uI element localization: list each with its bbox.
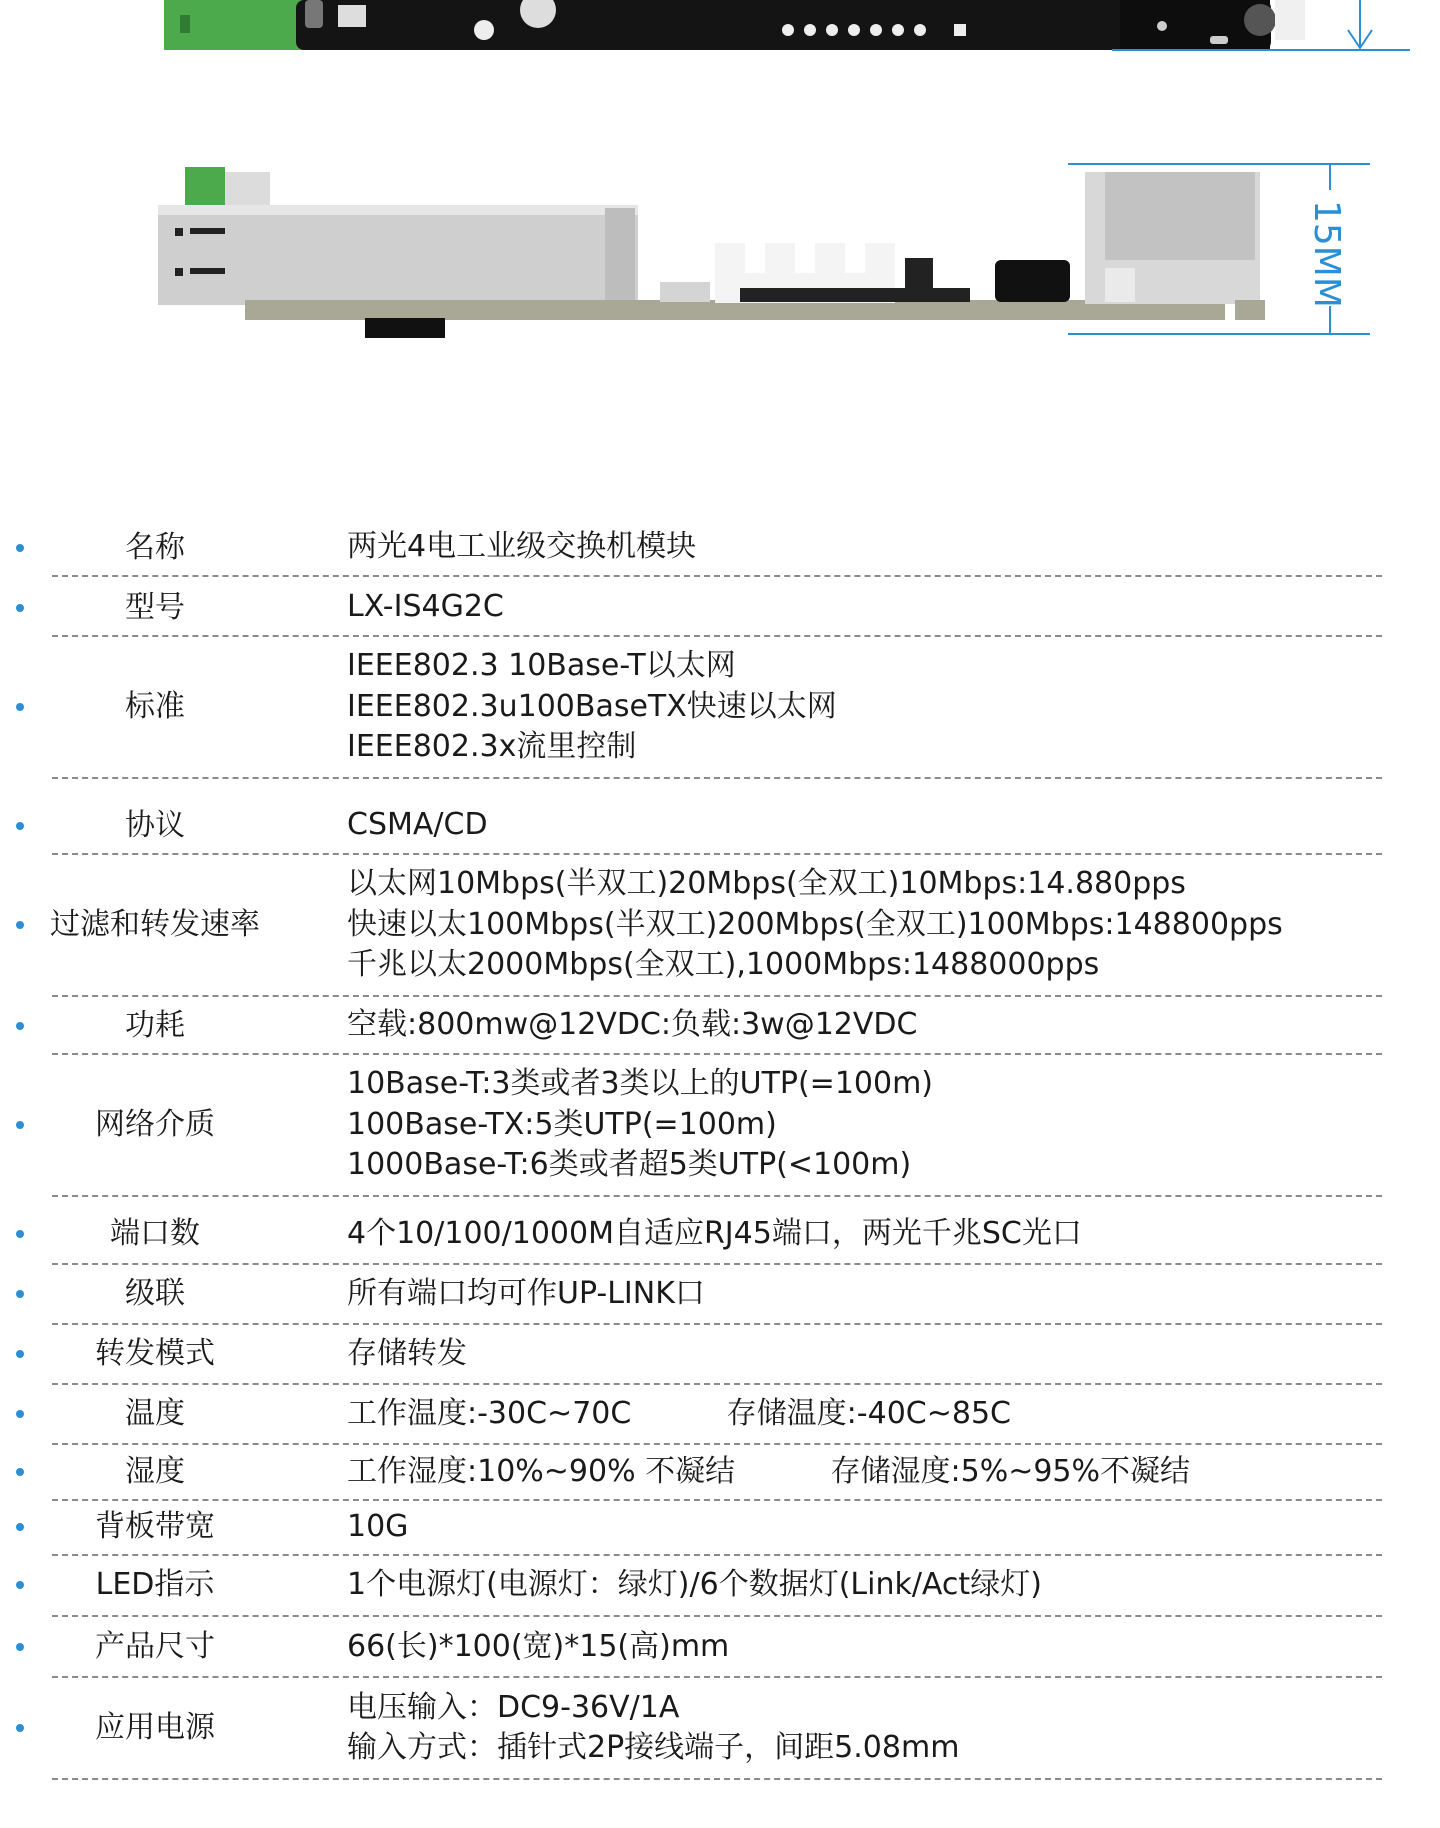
spec-value-line: 以太网10Mbps(半双工)20Mbps(全双工)10Mbps:14.880pps — [347, 866, 1186, 902]
bullet-icon — [16, 1581, 24, 1589]
spec-row — [0, 1618, 1440, 1676]
bullet-icon — [16, 1022, 24, 1030]
spec-row — [0, 855, 1440, 995]
spec-value-line: 工作温度:-30C~70C 存储温度:-40C~85C — [347, 1395, 1011, 1431]
spec-value-line: 千兆以太2000Mbps(全双工),1000Mbps:1488000pps — [347, 947, 1100, 983]
spec-row — [0, 1500, 1440, 1554]
board-illustration — [0, 0, 1440, 470]
row-divider — [52, 1615, 1382, 1617]
spec-value — [347, 1334, 1407, 1375]
spec-value-line: 空载:800mw@12VDC:负载:3w@12VDC — [347, 1007, 918, 1043]
spec-row — [0, 1055, 1440, 1195]
spec-label: 端口数 — [110, 1216, 200, 1251]
row-divider — [52, 995, 1382, 997]
spec-value-line: 存储转发 — [347, 1335, 467, 1371]
spec-row — [0, 580, 1440, 635]
spec-value-line: 电压输入：DC9-36V/1A — [347, 1689, 680, 1725]
spec-label: 功耗 — [125, 1007, 185, 1043]
spec-label: 型号 — [125, 589, 185, 625]
spec-label: LED指示 — [95, 1567, 215, 1602]
spec-label: 标准 — [125, 689, 185, 724]
row-divider — [52, 1195, 1382, 1197]
spec-label: 转发模式 — [95, 1336, 215, 1371]
spec-value — [347, 805, 1407, 846]
spec-value — [347, 1274, 1407, 1315]
spec-value-line: 1个电源灯(电源灯：绿灯)/6个数据灯(Link/Act绿灯) — [347, 1566, 1042, 1602]
side-view-board — [158, 164, 1370, 338]
spec-value-line: CSMA/CD — [347, 807, 488, 843]
spec-label: 级联 — [125, 1276, 185, 1311]
spec-row — [0, 637, 1440, 777]
spec-label: 温度 — [125, 1396, 185, 1431]
spec-value — [347, 1565, 1407, 1606]
top-view-board — [164, 0, 1410, 50]
bullet-icon — [16, 703, 24, 711]
spec-label: 协议 — [125, 807, 185, 843]
spec-value-line: IEEE802.3x流里控制 — [347, 729, 637, 765]
spec-label: 过滤和转发速率 — [50, 907, 260, 942]
spec-value-line: 4个10/100/1000M自适应RJ45端口，两光千兆SC光口 — [347, 1215, 1082, 1251]
spec-value-line: 10Base-T:3类或者3类以上的UTP(=100m) — [347, 1066, 934, 1102]
bullet-icon — [16, 921, 24, 929]
spec-value-line: IEEE802.3u100BaseTX快速以太网 — [347, 688, 837, 724]
spec-value — [347, 646, 1407, 768]
row-divider — [52, 1778, 1382, 1780]
spec-value-line: 66(长)*100(宽)*15(高)mm — [347, 1628, 730, 1664]
spec-row — [0, 798, 1440, 853]
spec-label: 网络介质 — [95, 1107, 215, 1142]
spec-value-line: 100Base-TX:5类UTP(=100m) — [347, 1106, 777, 1142]
spec-row — [0, 1555, 1440, 1615]
bullet-icon — [16, 1724, 24, 1732]
product-images — [0, 0, 1440, 470]
bullet-icon — [16, 1230, 24, 1238]
bullet-icon — [16, 1643, 24, 1651]
spec-label: 湿度 — [125, 1454, 185, 1489]
spec-value-line: 输入方式：插针式2P接线端子，间距5.08mm — [347, 1730, 960, 1765]
spec-row — [0, 1325, 1440, 1383]
spec-row — [0, 998, 1440, 1053]
bullet-icon — [16, 1121, 24, 1129]
spec-value-line: 快速以太100Mbps(半双工)200Mbps(全双工)100Mbps:148800pps — [347, 906, 1283, 942]
spec-row — [0, 1445, 1440, 1499]
spec-value — [347, 1214, 1407, 1255]
bullet-icon — [16, 1290, 24, 1298]
spec-label: 名称 — [125, 529, 185, 565]
spec-value — [347, 1394, 1407, 1435]
spec-value — [347, 1507, 1407, 1548]
spec-value — [347, 1064, 1407, 1186]
bullet-icon — [16, 822, 24, 830]
spec-value — [347, 1452, 1407, 1493]
row-divider — [52, 575, 1382, 577]
spec-value — [347, 587, 1407, 628]
spec-value — [347, 1688, 1407, 1769]
row-divider — [52, 777, 1382, 779]
spec-value-line: 所有端口均可作UP-LINK口 — [347, 1275, 705, 1311]
spec-label: 应用电源 — [95, 1710, 215, 1745]
dimension-label: 15MM — [1306, 200, 1347, 308]
spec-value-line: 10G — [347, 1508, 409, 1544]
spec-row — [0, 520, 1440, 575]
spec-value — [347, 1627, 1407, 1668]
bullet-icon — [16, 1468, 24, 1476]
spec-row — [0, 1205, 1440, 1263]
spec-value — [347, 864, 1407, 986]
spec-row — [0, 1678, 1440, 1778]
bullet-icon — [16, 1350, 24, 1358]
spec-value — [347, 1005, 1407, 1046]
spec-value-line: LX-IS4G2C — [347, 589, 504, 625]
bullet-icon — [16, 1523, 24, 1531]
spec-row — [0, 1265, 1440, 1323]
spec-row — [0, 1385, 1440, 1443]
spec-value-line: 工作湿度:10%~90% 不凝结 存储湿度:5%~95%不凝结 — [347, 1453, 1191, 1489]
spec-value-line: 两光4电工业级交换机模块 — [347, 529, 697, 565]
spec-label: 背板带宽 — [95, 1509, 215, 1544]
spec-value-line: IEEE802.3 10Base-T以太网 — [347, 648, 736, 684]
spec-value — [347, 527, 1407, 568]
bullet-icon — [16, 604, 24, 612]
bullet-icon — [16, 1410, 24, 1418]
spec-value-line: 1000Base-T:6类或者超5类UTP(<100m) — [347, 1147, 912, 1183]
bullet-icon — [16, 544, 24, 552]
spec-label: 产品尺寸 — [95, 1629, 215, 1664]
